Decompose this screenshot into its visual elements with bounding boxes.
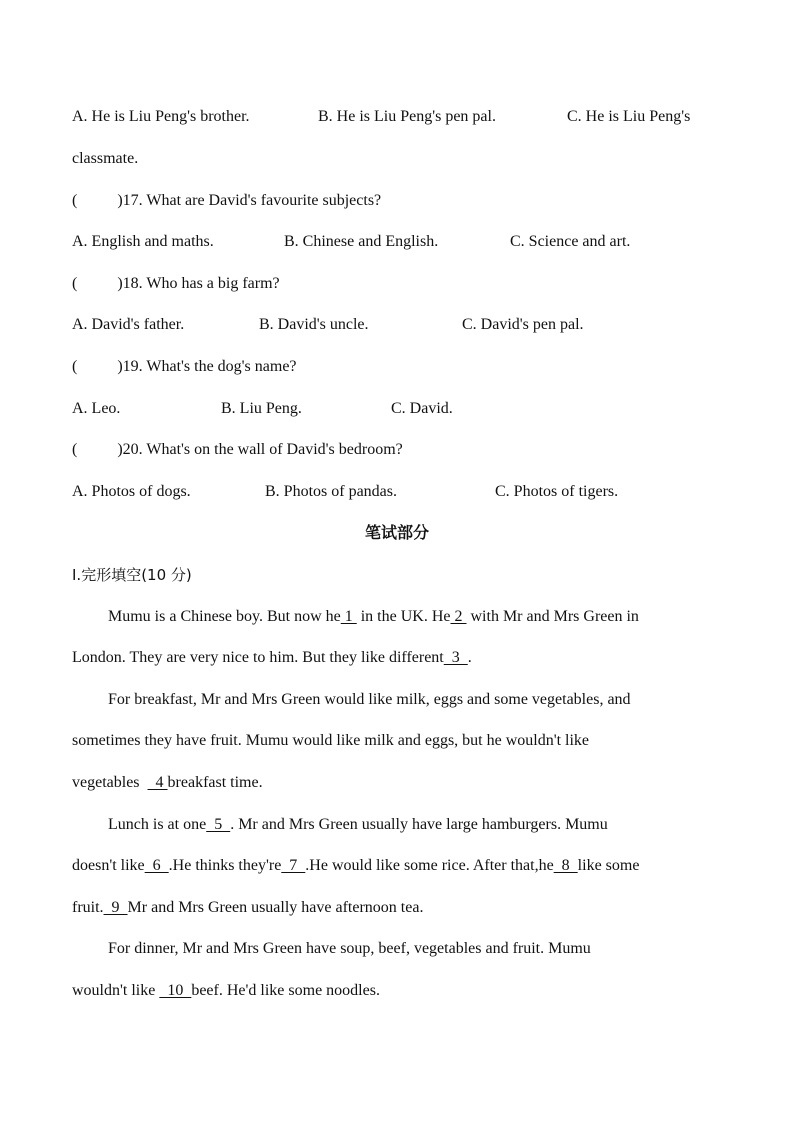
option-a: A. Photos of dogs. [72,483,191,500]
q16-option-b: B. He is Liu Peng's pen pal. [318,108,496,125]
option-a: A. Leo. [72,400,121,417]
option-b: B. Liu Peng. [221,400,302,417]
passage-p1-line1: Mumu is a Chinese boy. But now he 1 in the UK. He 2 with Mr and Mrs Green in [108,608,639,625]
passage-p4-line1: For dinner, Mr and Mrs Green have soup, beef, vegetables and fruit. Mumu [108,940,591,957]
passage-p1-line2: London. They are very nice to him. But they like different 3 . [72,649,472,666]
answer-bracket: ( ) [72,441,123,458]
question-20 [72,440,403,460]
passage-p2-line3: vegetables 4 breakfast time. [72,774,263,791]
question-18 [72,274,280,294]
answer-bracket: ( ) [72,358,123,375]
answer-bracket: ( ) [72,275,123,292]
question-text: 17. What are David's favourite subjects? [122,192,382,209]
q16-option-a: A. He is Liu Peng's brother. [72,108,250,125]
question-text: 19. What's the dog's name? [122,358,297,375]
option-a: A. English and maths. [72,233,214,250]
blank-2: 2 [450,608,467,625]
option-c: C. Science and art. [510,233,631,250]
blank-8: 8 [553,857,578,874]
option-c: C. David's pen pal. [462,316,584,333]
blank-4: 4 [147,774,168,791]
passage-p3-line3: fruit. 9 Mr and Mrs Green usually have afternoon tea. [72,899,424,916]
blank-3: 3 [443,649,468,666]
question-text: 18. Who has a big farm? [122,275,280,292]
passage-p3-line1: Lunch is at one 5 . Mr and Mrs Green usually have large hamburgers. Mumu [108,816,608,833]
written-part-title: 笔试部分 [364,523,429,542]
answer-bracket: ( ) [72,192,123,209]
blank-5: 5 [206,816,231,833]
blank-6: 6 [144,857,169,874]
blank-7: 7 [281,857,306,874]
blank-9: 9 [103,899,128,916]
blank-1: 1 [340,608,357,625]
question-17 [72,191,381,211]
option-c: C. Photos of tigers. [495,483,619,500]
question-19 [72,357,297,377]
passage-p3-line2: doesn't like 6 .He thinks they're 7 .He would like some rice. After that,he 8 like some [72,857,640,874]
q16-option-c-continued: classmate. [72,150,139,167]
question-text: 20. What's on the wall of David's bedroom? [122,441,403,458]
blank-10: 10 [159,982,192,999]
section-heading: I.完形填空(10 分) [72,566,192,584]
passage-p2-line1: For breakfast, Mr and Mrs Green would like milk, eggs and some vegetables, and [108,691,631,708]
option-b: B. Chinese and English. [284,233,439,250]
passage-p4-line2: wouldn't like 10 beef. He'd like some noodles. [72,982,380,999]
option-b: B. David's uncle. [259,316,369,333]
q16-option-c: C. He is Liu Peng's [567,108,691,125]
option-c: C. David. [391,400,453,417]
passage-p2-line2: sometimes they have fruit. Mumu would like milk and eggs, but he wouldn't like [72,732,590,749]
option-a: A. David's father. [72,316,185,333]
option-b: B. Photos of pandas. [265,483,397,500]
